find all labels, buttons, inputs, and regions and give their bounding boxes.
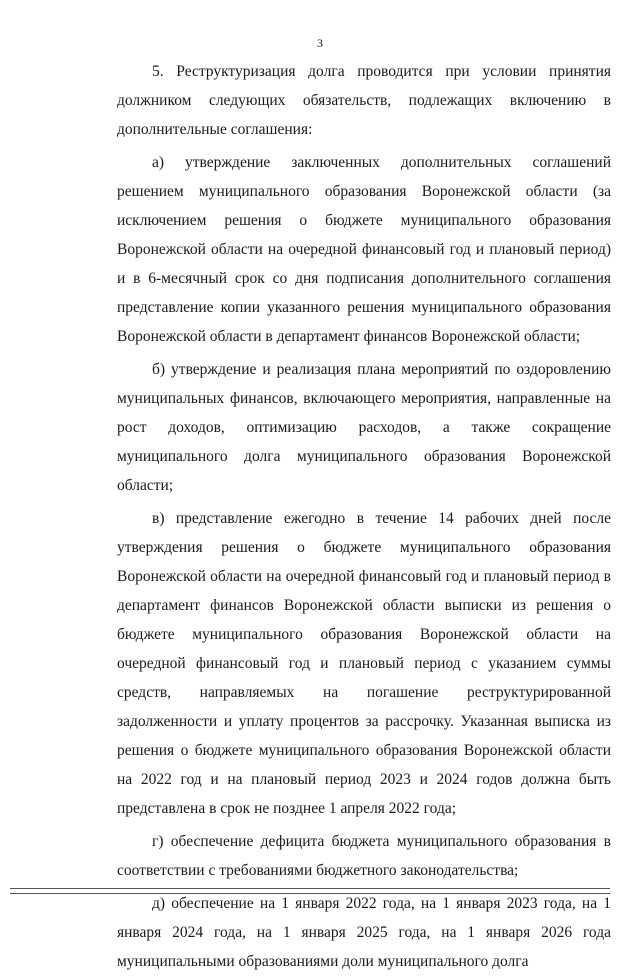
footer-divider-line [10, 893, 610, 894]
paragraph-subitem-g: г) обеспечение дефицита бюджета муниципального образования в соответствии с требованиями бюджетного законодательства; [117, 833, 611, 879]
document-body [117, 57, 611, 980]
page-number: 3 [317, 36, 323, 50]
paragraph-subitem-d: д) обеспечение на 1 января 2022 года, на 1 января 2023 года, на 1 января 2024 года, на 1 января 2025 года, на 1 января 2026 года муниципальными образованиями доли муниципального долга [117, 895, 611, 970]
footer-divider-line [10, 888, 610, 889]
paragraph-subitem-v: в) представление ежегодно в течение 14 рабочих дней после утверждения решения о бюджете муниципального образования Воронежской области на очередной финансовый год и плановый период в департамент финансов Воронежской области выписки из решения о бюджете муниципального образования Воронежской области на очередной финансовый год и плановый период с указанием суммы средств, направляемых на погашение реструктурированной задолженности и уплату процентов за рассрочку. Указанная выписка из решения о бюджете муниципального образования Воронежской области на 2022 год и на плановый период 2023 и 2024 годов должна быть представлена в срок не позднее 1 апреля 2022 года; [117, 510, 611, 817]
paragraph-subitem-a: а) утверждение заключенных дополнительных соглашений решением муниципального образования Воронежской области (за исключением решения о бюджете муниципального образования Воронежской области на очередной финансовый год и плановый период) и в 6-месячный срок со дня подписания дополнительного соглашения представление копии указанного решения муниципального образования Воронежской области в департамент финансов Воронежской области; [117, 154, 611, 345]
paragraph-item-5: 5. Реструктуризация долга проводится при условии принятия должником следующих обязательств, подлежащих включению в дополнительные соглашения: [117, 63, 611, 138]
paragraph-subitem-b: б) утверждение и реализация плана мероприятий по оздоровлению муниципальных финансов, включающего мероприятия, направленные на рост доходов, оптимизацию расходов, а также сокращение муниципального долга муниципального образования Воронежской области; [117, 361, 611, 494]
